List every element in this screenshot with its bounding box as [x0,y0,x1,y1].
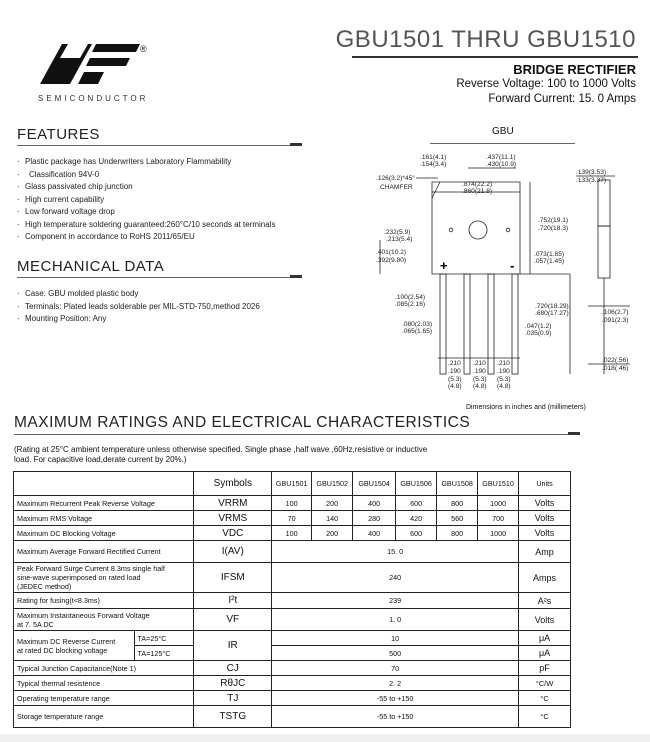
dim-label: .161(4.1) [420,154,447,161]
table-cell: Maximum Recurrent Peak Reverse Voltage [14,496,194,511]
table-cell: IFSM [194,563,272,593]
cell-line: Maximum Instantaneous Forward Voltage [17,610,150,620]
dim-label: .139(3.53) [576,169,607,176]
table-row [14,661,571,676]
semiconductor-text: SEMICONDUCTOR [38,94,149,103]
table-cell: Maximum DC Blocking Voltage [14,526,194,541]
table-cell: 140 [312,511,353,526]
page-title: GBU1501 THRU GBU1510 [335,26,636,53]
table-row [14,563,571,593]
table-cell: TSTG [194,706,272,728]
table-row [14,593,571,609]
dim-label: .213(5.4) [386,236,413,243]
dim-label: .860(21.8) [462,188,493,195]
table-cell: 15. 0 [272,541,519,563]
table-cell: μA [519,646,571,661]
dim-label: .154(3.4) [420,161,447,168]
table-cell: 200 [312,496,353,511]
table-cell: 700 [478,511,519,526]
table-cell [14,563,194,593]
table-cell: RθJC [194,676,272,691]
ratings-note-line2: load. For capacitive load,derate current by 20%.) [14,455,187,464]
table-row [14,526,571,541]
table-cell: TA=25°C [134,631,194,646]
dim-label: CHAMFER [380,184,413,191]
cell-line: at rated DC blocking voltage [17,645,108,655]
list-item: · Terminals: Plated leads solderable per MIL-STD-750,method 2026 [17,301,337,314]
list-item: · Mounting Position: Any [17,313,337,326]
list-item: · Low forward voltage drop [17,206,337,219]
table-cell: 800 [437,526,478,541]
table-cell: VRMS [194,511,272,526]
dim-label: .080(2.03) [402,321,433,328]
table-cell: 70 [272,511,312,526]
dim-label: .437(11.1) [486,154,516,161]
table-header-cell: GBU1502 [312,472,353,496]
table-cell: A²s [519,593,571,609]
dim-label: .720(18.29) [535,303,569,310]
table-cell: I(AV) [194,541,272,563]
table-row [14,496,571,511]
features-rule [17,145,302,146]
dim-label: (4.8) [497,383,511,390]
list-item: · Component in accordance to RoHS 2011/65/EU [17,231,337,244]
table-cell: 240 [272,563,519,593]
table-cell: Maximum RMS Voltage [14,511,194,526]
company-logo [40,40,150,90]
table-cell: 800 [437,496,478,511]
minus-marker: - [510,258,515,273]
mechanical-rule [17,277,302,278]
dim-label: .392(9.80) [376,257,407,264]
table-cell: 239 [272,593,519,609]
mechanical-heading: MECHANICAL DATA [17,258,165,275]
table-cell: -55 to +150 [272,706,519,728]
table-cell [14,609,194,631]
table-cell: Volts [519,496,571,511]
features-rule-mark [290,143,302,146]
dim-label: .210 [448,360,461,367]
table-cell: TA=125°C [134,646,194,661]
table-cell: 280 [353,511,396,526]
dim-label: .190 [473,368,486,375]
table-header-cell: GBU1501 [272,472,312,496]
mechanical-list [17,288,337,326]
table-header-cell: GBU1504 [353,472,396,496]
ratings-rule [14,434,580,435]
table-header-cell: Symbols [194,472,272,496]
table-cell: 1000 [478,526,519,541]
features-list [17,156,337,244]
table-cell: pF [519,661,571,676]
dim-label: (4.8) [473,383,487,390]
table-cell: Rating for fusing(t<8.3ms) [14,593,194,609]
table-cell: 420 [396,511,437,526]
registered-mark: ® [140,44,147,54]
table-cell: -55 to +150 [272,691,519,706]
ratings-heading: MAXIMUM RATINGS AND ELECTRICAL CHARACTERISTICS [14,414,471,431]
product-type: BRIDGE RECTIFIER [513,62,636,77]
mounting-hole [469,221,487,239]
table-cell: 1. 0 [272,609,519,631]
dim-label: .680(17.27) [535,310,569,317]
dim-label: .065(1.65) [402,328,433,335]
table-cell: IR [194,631,272,661]
table-cell: Operating temperature range [14,691,194,706]
dim-label: .232(5.9) [384,229,411,236]
table-cell: °C [519,706,571,728]
table-header-cell: GBU1510 [478,472,519,496]
dim-label: .133(3.37) [576,177,607,184]
table-header-cell: GBU1506 [396,472,437,496]
table-cell: 200 [312,526,353,541]
features-heading: FEATURES [17,126,100,143]
table-cell: Amp [519,541,571,563]
table-cell: VF [194,609,272,631]
table-cell: 10 [272,631,519,646]
dim-label: .091(2.3) [602,317,629,324]
dim-label: .022(.56) [602,357,629,364]
bottom-strip [0,734,650,742]
dim-label: .210 [473,360,486,367]
list-item: · Classification 94V-0 [17,169,337,182]
table-cell: VDC [194,526,272,541]
table-cell: 600 [396,526,437,541]
package-name: GBU [492,126,514,137]
list-item: · High temperature soldering guaranteed:260°C/10 seconds at terminals [17,219,337,232]
cell-line: Peak Forward Surge Current 8.3ms single half [17,564,165,573]
dim-label: (5.3) [448,376,462,383]
dim-label: .085(2.16) [395,301,426,308]
dim-label: (5.3) [473,376,487,383]
table-row [14,609,571,631]
dim-label: .874(22.2) [462,181,493,188]
table-cell: VRRM [194,496,272,511]
table-cell: 2. 2 [272,676,519,691]
dim-label: .126(3.2)*45° [376,175,415,182]
dim-label: .018(.46) [602,365,629,372]
dim-label: (4.8) [448,383,462,390]
forward-current: Forward Current: 15. 0 Amps [488,93,636,105]
plus-marker: + [440,258,448,273]
table-cell: Typical Junction Capacitance(Note 1) [14,661,194,676]
dim-label: .057(1.45) [534,258,565,265]
table-row [14,631,571,646]
dimensions-note: Dimensions in inches and (millimeters) [466,404,586,411]
list-item: · Glass passivated chip junction [17,181,337,194]
table-header-cell: GBU1508 [437,472,478,496]
table-cell: Amps [519,563,571,593]
dim-label: .720(18.3) [538,225,569,232]
dim-label: .401(10.2) [376,249,407,256]
dim-label: .047(1.2) [525,323,552,330]
table-cell: Maximum Average Forward Rectified Current [14,541,194,563]
table-cell: 400 [353,526,396,541]
table-cell: 100 [272,526,312,541]
cell-line: Maximum DC Reverse Current [17,636,116,646]
dim-label: .190 [448,368,461,375]
table-cell: °C [519,691,571,706]
table-cell: 500 [272,646,519,661]
table-cell: I²t [194,593,272,609]
dim-label: .210 [497,360,510,367]
table-cell: Typical thermal resistence [14,676,194,691]
table-header-row [14,472,571,496]
table-cell: °C/W [519,676,571,691]
table-cell: Volts [519,609,571,631]
dim-label: .106(2.7) [602,309,629,316]
list-item: · Plastic package has Underwriters Laboratory Flammability [17,156,337,169]
table-cell [14,631,135,661]
ratings-table [13,471,571,728]
table-cell: Volts [519,511,571,526]
cell-line: at 7. 5A DC [17,619,54,629]
ratings-rule-mark [568,432,580,435]
table-row [14,676,571,691]
title-underline [352,56,638,58]
table-cell: 600 [396,496,437,511]
table-row [14,691,571,706]
table-cell: 1000 [478,496,519,511]
dim-label: .035(0.9) [525,330,552,337]
table-cell: μA [519,631,571,646]
dim-label: .190 [497,368,510,375]
ratings-note [14,445,494,465]
package-rule [430,143,575,144]
list-item: · High current capability [17,194,337,207]
table-row [14,541,571,563]
dim-label: .430(10.9) [486,161,517,168]
dim-label: .752(19.1) [538,217,569,224]
table-cell: Storage temperature range [14,706,194,728]
cell-line: (JEDEC method) [17,582,72,591]
table-cell: Volts [519,526,571,541]
table-cell [14,472,194,496]
table-cell: TJ [194,691,272,706]
table-header-cell: Units [519,472,571,496]
table-cell: CJ [194,661,272,676]
table-cell: 400 [353,496,396,511]
reverse-voltage: Reverse Voltage: 100 to 1000 Volts [456,78,636,90]
table-cell: 100 [272,496,312,511]
mechanical-rule-mark [290,275,302,278]
table-row [14,706,571,728]
dim-label: (5.3) [497,376,511,383]
ratings-note-line1: (Rating at 25°C ambient temperature unless otherwise specified. Single phase ,half wave ,60Hz,resistive or inductive [14,445,428,454]
list-item: · Case: GBU molded plastic body [17,288,337,301]
table-cell: 560 [437,511,478,526]
table-row [14,511,571,526]
table-cell: 70 [272,661,519,676]
package-drawing [340,146,640,402]
cell-line: sine-wave superimposed on rated load [17,573,141,582]
dim-label: .073(1.85) [534,251,565,258]
dim-label: .100(2.54) [395,294,426,301]
